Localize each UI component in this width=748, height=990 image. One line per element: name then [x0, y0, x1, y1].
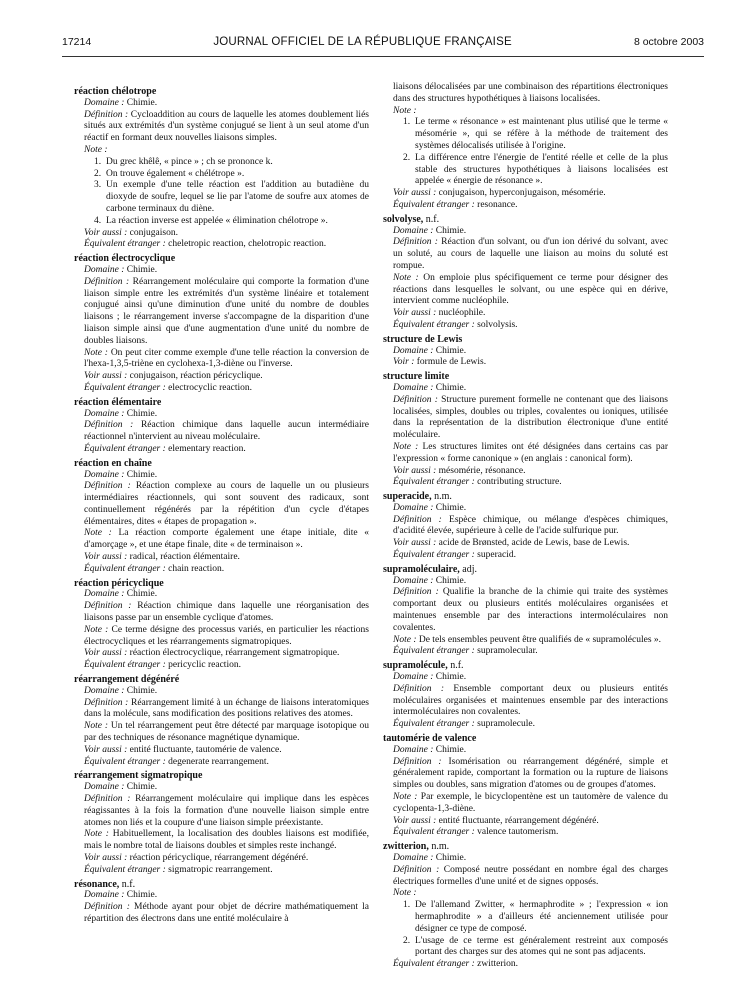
field-text: Chimie. [124, 264, 158, 275]
entry-line [74, 277, 369, 348]
field-text: Chimie. [124, 469, 158, 480]
entry-line [74, 444, 369, 456]
field-label: Équivalent étranger : [84, 443, 166, 454]
entry-line [383, 646, 668, 658]
entry-line [383, 477, 668, 489]
field-label: Voir aussi : [84, 853, 128, 863]
field-label: Note : [84, 528, 112, 539]
term-text: réaction péricyclique [74, 577, 164, 589]
entry-line [383, 827, 668, 839]
field-label: Domaine : [393, 502, 434, 513]
term-text: supramolécule, [383, 660, 448, 672]
field-text: sigmatropic rearrangement. [165, 864, 273, 875]
field-label: Note : [84, 829, 109, 840]
field-text: Qualifie la branche de la chimie qui traite des systèmes comportant deux ou plusieurs entités moléculaires organisées et maintenues ensemble par des interactions intermoléculaires non covalentes. [393, 587, 668, 633]
field-text: Réaction complexe au cours de laquelle un ou plusieurs intermédiaires réactionnels, qui sont souvent des radicaux, sont continuellement régénérés par la répétition d'un cycle d'étapes élémentaires, dites « étapes de propagation ». [84, 481, 369, 527]
field-label: Note : [393, 792, 418, 803]
term-text: réaction en chaîne [74, 457, 152, 469]
continued-definition: liaisons délocalisées par une combinaison des répartitions électroniques dans des structures hypothétiques à liaisons localisées. [393, 82, 668, 104]
field-label: Domaine : [393, 575, 434, 586]
note-item [383, 153, 668, 188]
term-text: tautomérie de valence [383, 733, 477, 745]
part-of-speech: n.m. [431, 491, 452, 503]
entry-line [383, 672, 668, 684]
field-label: Équivalent étranger : [84, 660, 166, 671]
field-label: Voir aussi : [84, 648, 128, 659]
field-label: Définition : [84, 902, 130, 913]
field-label: Domaine : [393, 672, 434, 683]
entry-term [74, 674, 369, 686]
field-text: Réarrangement moléculaire qui implique dans les espèces réagissantes à la fois la formation d'une nouvelle liaison simple entre atomes non liés et la coupure d'une liaison simple préexistante. [84, 794, 369, 828]
note-number: 3. [94, 180, 102, 191]
field-label: Domaine : [84, 264, 125, 275]
field-label: Note : [393, 441, 419, 452]
field-text: radical, réaction élémentaire. [127, 552, 240, 563]
part-of-speech: n.f. [447, 660, 464, 672]
entry-line [74, 265, 369, 277]
term-text: réarrangement dégénéré [74, 674, 180, 686]
entry-line [74, 745, 369, 757]
term-text: réaction électrocyclique [74, 253, 176, 265]
entry-line [383, 959, 668, 971]
field-label: Note : [84, 624, 109, 635]
entry-line [383, 515, 668, 539]
note-number: 1. [94, 156, 102, 167]
field-label: Voir aussi : [393, 465, 437, 476]
entry-line [383, 745, 668, 757]
entry-line [383, 357, 668, 369]
field-label: Domaine : [84, 782, 125, 793]
term-text: solvolyse, [383, 213, 424, 225]
field-text: Chimie. [433, 382, 467, 393]
field-label: Équivalent étranger : [84, 563, 166, 574]
field-label: Domaine : [84, 685, 125, 696]
entry-term [383, 491, 668, 503]
field-text: nucléophile. [436, 308, 486, 319]
entry-term [74, 879, 369, 891]
field-label: Équivalent étranger : [393, 477, 475, 488]
entry-line [74, 528, 369, 552]
field-label: Équivalent étranger : [393, 646, 475, 657]
field-label: Domaine : [393, 744, 434, 755]
field-text: La réaction comporte également une étape initiale, dite « d'amorçage », et une étape finale, dite « de terminaison ». [84, 528, 369, 551]
entry-term [74, 397, 369, 409]
field-text: Chimie. [124, 97, 158, 108]
field-text: Chimie. [433, 575, 467, 586]
field-text: Espèce chimique, ou mélange d'espèces chimiques, d'acidité élevée, supérieure à celle de l'acide sulfurique pur. [393, 514, 668, 537]
entry-line [74, 348, 369, 372]
entry-line [383, 273, 668, 308]
entry-line [383, 442, 668, 466]
field-label: Définition : [393, 756, 442, 767]
entry-line [383, 503, 668, 515]
field-label: Voir aussi : [393, 538, 437, 549]
field-label: Équivalent étranger : [84, 382, 166, 393]
glossary-entry [74, 770, 369, 876]
field-text: valence tautomerism. [474, 827, 559, 838]
field-text: degenerate rearrangement. [165, 756, 269, 767]
glossary-entry [383, 564, 668, 658]
field-label: Domaine : [84, 408, 125, 419]
field-text: Chimie. [124, 890, 158, 901]
term-text: superacide, [383, 491, 432, 503]
note-number: 2. [403, 935, 411, 946]
field-text: Chimie. [433, 225, 467, 236]
entry-line [74, 239, 369, 251]
journal-title: JOURNAL OFFICIEL DE LA RÉPUBLIQUE FRANÇAISE [213, 36, 512, 48]
glossary-entry [383, 371, 668, 489]
field-text: Structure purement formelle ne contenant que des liaisons localisées, simples, doubles ou triples, covalentes ou ioniques, utilisée dans la représentation de la distribution électronique d'une entité moléculaire. [393, 394, 668, 441]
glossary-entry [74, 458, 369, 576]
field-text: supramolecular. [474, 646, 538, 657]
field-text: On peut citer comme exemple d'une telle réaction la conversion de l'hexa-1,3,5-triène en cyclohexa-1,3-diène ou l'inverse. [84, 347, 369, 370]
entry-term [383, 371, 668, 383]
field-text: conjugaison, hyperconjugaison, mésomérie. [436, 188, 606, 199]
field-text: conjugaison, réaction péricyclique. [127, 371, 263, 382]
field-label: Note : [393, 888, 417, 899]
entry-line [74, 902, 369, 926]
entry-line [383, 383, 668, 395]
field-text: Chimie. [433, 744, 467, 755]
field-label: Définition : [84, 794, 131, 805]
entry-line [74, 481, 369, 528]
field-label: Voir aussi : [393, 815, 437, 826]
part-of-speech: n.f. [423, 213, 440, 225]
field-label: Équivalent étranger : [84, 239, 166, 250]
field-label: Définition : [84, 481, 131, 492]
entry-line [74, 721, 369, 745]
field-label: Définition : [393, 514, 442, 525]
field-label: Définition : [84, 109, 129, 120]
entry-term [383, 841, 668, 853]
entry-line [74, 648, 369, 660]
entry-term [383, 564, 668, 576]
note-text: La réaction inverse est appelée « élimination chélotrope ». [106, 215, 328, 226]
field-text: zwitterion. [474, 959, 519, 970]
note-number: 2. [94, 168, 102, 179]
part-of-speech: adj. [459, 563, 477, 575]
field-text: Réaction chimique dans laquelle aucun intermédiaire réactionnel n'intervient au niveau moléculaire. [84, 420, 369, 443]
field-text: electrocyclic reaction. [165, 382, 253, 393]
entry-line [383, 757, 668, 792]
field-text: conjugaison. [127, 227, 178, 238]
note-item [74, 157, 369, 169]
entry-term [383, 214, 668, 226]
entry-line [383, 576, 668, 588]
page-number: 17214 [62, 36, 92, 48]
field-text: contributing structure. [474, 477, 562, 488]
field-text: Par exemple, le bicyclopentène est un tautomère de valence du cyclopenta-1,3-diène. [393, 792, 668, 814]
field-label: Voir aussi : [84, 552, 128, 563]
field-label: Note : [84, 144, 108, 155]
field-label: Équivalent étranger : [393, 550, 475, 561]
entry-line [383, 308, 668, 320]
note-item [383, 117, 668, 152]
field-label: Note : [84, 347, 108, 358]
entry-line [383, 684, 668, 719]
field-text: Chimie. [124, 408, 158, 419]
entry-line [74, 110, 369, 145]
field-label: Définition : [393, 587, 439, 598]
glossary-entry [383, 491, 668, 562]
entry-line [74, 552, 369, 564]
field-text: Isomérisation ou réarrangement dégénéré, simple et généralement rapide, comportant la formation ou la rupture de liaisons simples ou doubles, sans migration d'atomes ou de groupes d'atomes. [393, 756, 668, 791]
field-text: Habituellement, la localisation des doubles liaisons est modifiée, mais le nombre total de liaisons doubles et simples reste inchangé. [84, 829, 370, 852]
entry-line [383, 200, 668, 212]
field-text: Réaction chimique dans laquelle une réorganisation des liaisons passe par un ensemble cyclique d'atomes. [84, 601, 369, 624]
glossary-entry [383, 841, 668, 971]
glossary-entry [74, 397, 369, 456]
entry-line [74, 409, 369, 421]
entry-line [383, 466, 668, 478]
note-text: La différence entre l'énergie de l'entité réelle et celle de la plus stable des structures hypothétiques à liaisons localisées est appelée « énergie de résonance ». [415, 152, 668, 187]
entry-line [383, 346, 668, 358]
entry-line [74, 98, 369, 110]
entry-line [383, 888, 668, 900]
note-item [74, 169, 369, 181]
field-text: Chimie. [124, 685, 158, 696]
field-text: Cycloaddition au cours de laquelle les atomes doublement liés situés aux extrémités d'un système conjugué se lient à un seul atome d'un réactif en formant deux nouvelles liaisons simples. [84, 109, 369, 144]
field-label: Voir aussi : [393, 188, 437, 199]
entry-line [383, 816, 668, 828]
field-text: acide de Brønsted, acide de Lewis, base de Lewis. [436, 538, 630, 549]
field-text: réaction péricyclique, réarrangement dégénéré. [127, 853, 309, 863]
field-label: Domaine : [84, 890, 125, 901]
field-label: Domaine : [393, 345, 434, 356]
field-text: Chimie. [433, 853, 467, 863]
entry-term [74, 578, 369, 590]
glossary-entry [383, 334, 668, 369]
entry-term [74, 770, 369, 782]
field-label: Définition : [393, 237, 438, 248]
field-text: Réaction d'un solvant, ou d'un ion dérivé du solvant, avec un soluté, au cours de laquelle une liaison au moins du soluté est rompue. [393, 237, 668, 271]
field-text: formule de Lewis. [414, 357, 487, 368]
entry-line [74, 589, 369, 601]
field-label: Définition : [393, 394, 438, 405]
entry-line [383, 792, 668, 816]
field-label: Note : [393, 634, 417, 645]
field-text: Les structures limites ont été désignées dans certains cas par l'expression « forme canonique » (en anglais : canonical form). [393, 441, 668, 464]
entry-term [383, 733, 668, 745]
entry-line [74, 853, 369, 865]
field-text: Chimie. [124, 589, 158, 600]
entry-line [383, 106, 668, 118]
term-text: réaction chélotrope [74, 86, 157, 97]
field-text: entité fluctuante, tautomérie de valence. [127, 744, 282, 755]
note-text: Le terme « résonance » est maintenant plus utilisé que le terme « mésomérie », qui se réfère à la méthode de traitement des systèmes délocalisés utilisée à l'origine. [415, 117, 668, 151]
field-text: réaction électrocyclique, réarrangement sigmatropique. [127, 648, 340, 659]
glossary-entry [74, 253, 369, 395]
term-text: structure limite [383, 371, 450, 383]
entry-line [74, 228, 369, 240]
field-label: Voir aussi : [84, 227, 128, 238]
field-text: mésomérie, résonance. [436, 465, 526, 476]
note-number: 2. [403, 152, 411, 163]
entry-line [74, 794, 369, 829]
term-text: résonance, [74, 878, 120, 890]
entry-line [383, 237, 668, 272]
note-item [383, 936, 668, 960]
glossary-entry [74, 674, 369, 768]
term-text: supramoléculaire, [383, 563, 460, 575]
field-label: Domaine : [84, 589, 125, 600]
entry-line [74, 698, 369, 722]
entry-line [74, 625, 369, 649]
note-number: 1. [403, 117, 411, 128]
entry-term [383, 660, 668, 672]
glossary-entry [383, 660, 668, 731]
entry-line [383, 587, 668, 634]
part-of-speech: n.m. [428, 841, 450, 853]
entry-line [74, 564, 369, 576]
field-text: Réarrangement moléculaire qui comporte la formation d'une liaison simple entre les extrémités d'un système linéaire et totalement conjugué ainsi qu'une diminution d'une unité du nombre de doubles liaisons ; le réarrangement inverse s'accompagne de la disparition d'une liaison simple ainsi que d'une augmentation d'une unité du nombre de doubles liaisons. [84, 276, 369, 346]
field-label: Domaine : [393, 225, 434, 236]
note-item [74, 180, 369, 215]
term-text: réarrangement sigmatropique [74, 770, 203, 782]
note-text: On trouve également « chélétrope ». [106, 168, 245, 179]
entry-term [74, 86, 369, 98]
entry-line [74, 757, 369, 769]
note-text: De l'allemand Zwitter, « hermaphrodite » ; l'expression « ion hermaphrodite » a d'ailleurs été anciennement utilisée pour désigner ce type de composé. [415, 900, 668, 934]
field-label: Définition : [84, 276, 130, 287]
note-text: L'usage de ce terme est généralement restreint aux composés portant des charges sur des atomes qui ne sont pas adjacents. [415, 935, 668, 958]
field-text: Ce terme désigne des processus variés, en particulier les réactions électrocycliques et les réarrangements sigmatropiques. [84, 624, 370, 647]
entry-line [74, 601, 369, 625]
entry-line [74, 470, 369, 482]
field-text: supramolecule. [474, 719, 535, 730]
field-label: Équivalent étranger : [84, 864, 166, 875]
field-label: Équivalent étranger : [393, 827, 475, 838]
entry-line [74, 890, 369, 902]
entry-term [383, 334, 668, 346]
part-of-speech: n.f. [119, 878, 136, 890]
field-text: Chimie. [433, 672, 467, 683]
note-number: 1. [403, 900, 411, 911]
field-text: elementary reaction. [165, 443, 246, 454]
field-label: Voir aussi : [84, 744, 128, 755]
field-text: Méthode ayant pour objet de décrire mathématiquement la répartition des électrons dans une entité moléculaire à [84, 902, 369, 924]
field-label: Domaine : [84, 469, 125, 480]
note-item [74, 216, 369, 228]
term-text: structure de Lewis [383, 333, 463, 345]
entry-line [383, 320, 668, 332]
entry-line [74, 660, 369, 672]
field-label: Voir aussi : [84, 371, 128, 382]
field-label: Définition : [84, 420, 134, 431]
field-text: De tels ensembles peuvent être qualifiés de « supramolécules ». [416, 634, 662, 645]
glossary-entry [74, 578, 369, 672]
field-label: Voir aussi : [393, 308, 437, 319]
field-text: entité fluctuante, réarrangement dégénéré. [436, 815, 599, 826]
entry-line [383, 188, 668, 200]
entry-line [383, 853, 668, 865]
field-label: Équivalent étranger : [393, 319, 475, 330]
field-label: Domaine : [393, 382, 434, 393]
field-label: Équivalent étranger : [393, 199, 475, 210]
field-text: Ensemble comportant deux ou plusieurs entités moléculaires organisées et maintenues ensemble par des interactions intermoléculaires non covalentes. [393, 683, 668, 718]
left-column [74, 84, 369, 926]
glossary-entry [74, 879, 369, 926]
entry-line [74, 829, 369, 853]
entry-line [74, 145, 369, 157]
entry-line [74, 782, 369, 794]
field-text: superacid. [474, 550, 516, 561]
entry-line [383, 226, 668, 238]
field-label: Note : [393, 272, 419, 283]
field-label: Définition : [393, 683, 445, 694]
field-label: Équivalent étranger : [84, 756, 166, 767]
term-text: réaction élémentaire [74, 396, 162, 408]
entry-line [383, 550, 668, 562]
field-text: On emploie plus spécifiquement ce terme pour désigner des réactions dans lesquelles le solvant, ou une espèce qui en dérive, intervient comme nucléophile. [393, 272, 668, 307]
entry-line [383, 538, 668, 550]
entry-line [383, 635, 668, 647]
note-item [383, 900, 668, 935]
field-label: Définition : [84, 601, 132, 612]
field-label: Note : [393, 105, 417, 116]
term-text: zwitterion, [383, 841, 429, 853]
field-text: Réarrangement limité à un échange de liaisons interatomiques dans la molécule, sans modification des positions relatives des atomes. [84, 697, 369, 720]
entry-term [74, 458, 369, 470]
entry-line [383, 395, 668, 442]
glossary-entry [383, 214, 668, 332]
entry-line [74, 865, 369, 877]
issue-date: 8 octobre 2003 [633, 36, 704, 48]
field-text: chain reaction. [165, 563, 225, 574]
field-label: Équivalent étranger : [393, 959, 475, 970]
field-text: Chimie. [433, 345, 467, 356]
field-text: Composé neutre possédant en nombre égal des charges électriques formelles d'une unité et de signes opposés. [393, 864, 668, 887]
entry-line [383, 865, 668, 889]
field-text: Chimie. [124, 782, 158, 793]
field-text: Chimie. [433, 502, 467, 513]
field-text: Un tel réarrangement peut être détecté par marquage isotopique ou par des techniques de résonance magnétique dynamique. [84, 721, 369, 744]
field-label: Voir : [393, 357, 415, 368]
entry-line [383, 719, 668, 731]
page-header [62, 36, 704, 54]
field-text: cheletropic reaction, chelotropic reaction. [165, 239, 327, 250]
entry-line [74, 686, 369, 698]
field-text: resonance. [474, 199, 518, 210]
note-number: 4. [94, 215, 102, 226]
field-text: solvolysis. [474, 319, 518, 330]
entry-line [74, 383, 369, 395]
right-column [383, 82, 668, 971]
field-label: Domaine : [84, 97, 125, 108]
glossary-entry [383, 733, 668, 839]
note-text: Du grec khêlê, « pince » ; ch se prononce k. [106, 156, 273, 167]
field-label: Équivalent étranger : [393, 719, 475, 730]
field-label: Définition : [393, 864, 440, 875]
header-rule [62, 56, 704, 57]
field-label: Définition : [84, 697, 129, 708]
field-label: Note : [84, 721, 108, 732]
entry-line [74, 371, 369, 383]
note-text: Un exemple d'une telle réaction est l'addition au butadiène du dioxyde de soufre, lequel se lie par l'atome de soufre aux atomes de carbone terminaux du diène. [106, 180, 369, 214]
entry-term [74, 253, 369, 265]
entry-line [74, 420, 369, 444]
glossary-entry [74, 86, 369, 251]
field-text: pericyclic reaction. [165, 660, 241, 671]
field-label: Domaine : [393, 853, 434, 863]
